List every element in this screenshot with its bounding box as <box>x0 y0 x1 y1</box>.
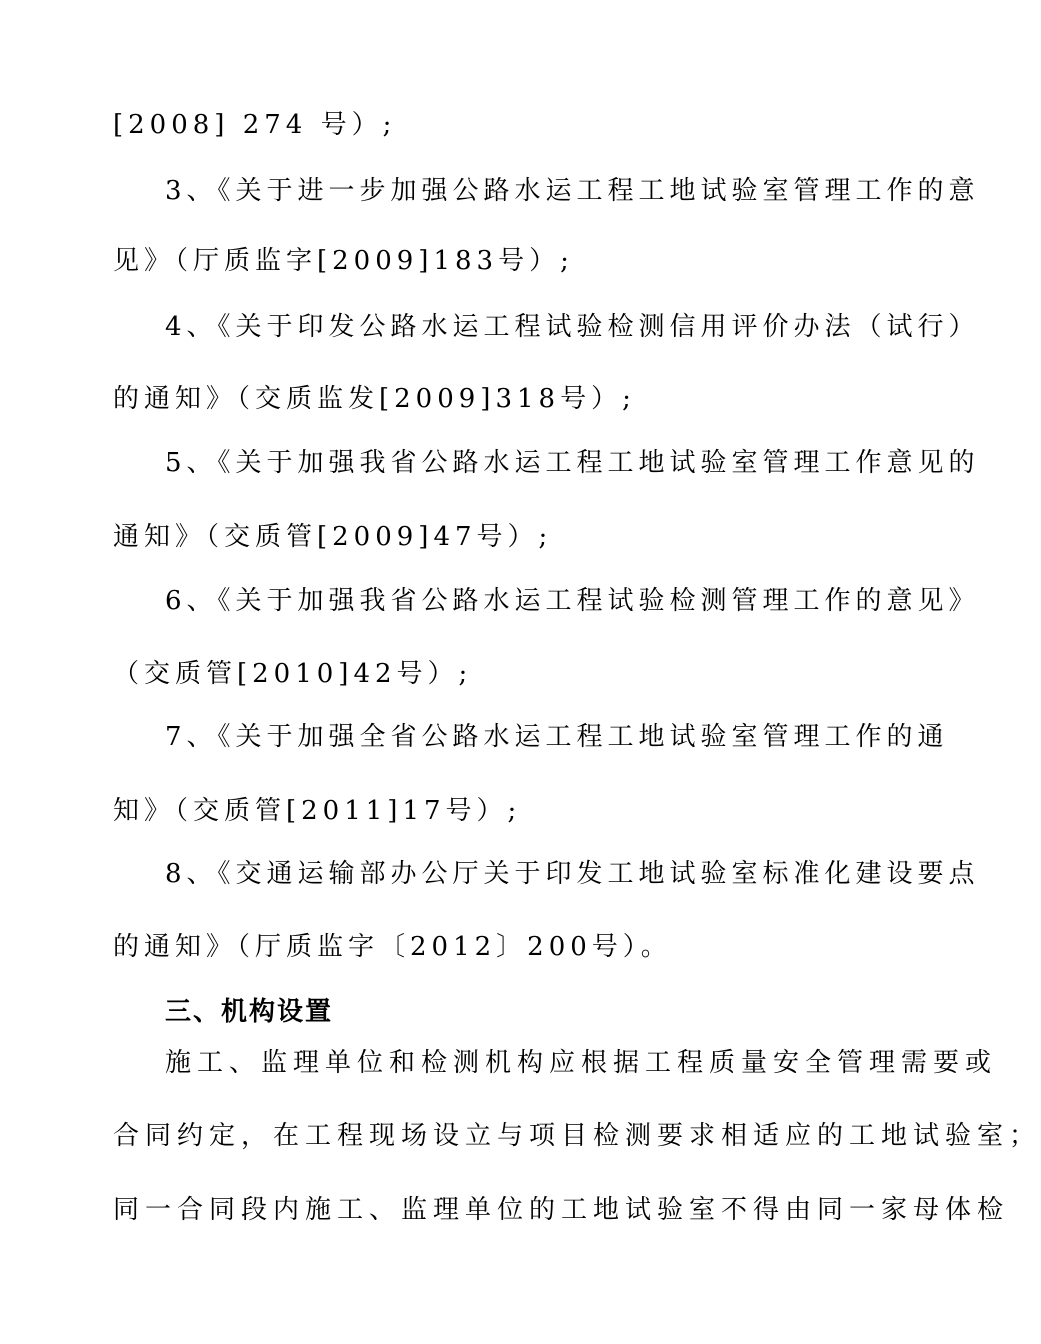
text-line: 5、《关于加强我省公路水运工程工地试验室管理工作意见的 <box>165 448 980 478</box>
text-line: 8、《交通运输部办公厅关于印发工地试验室标准化建设要点 <box>165 859 980 889</box>
text-line: 7、《关于加强全省公路水运工程工地试验室管理工作的通 <box>165 722 949 752</box>
body-text-line: 同一合同段内施工、监理单位的工地试验室不得由同一家母体检 <box>113 1195 1010 1225</box>
text-line: 4、《关于印发公路水运工程试验检测信用评价办法（试行） <box>165 312 980 342</box>
text-line: 6、《关于加强我省公路水运工程试验检测管理工作的意见》 <box>165 586 980 616</box>
text-line: （交质管[2010]42号）; <box>113 659 473 689</box>
text-line: 的通知》（交质监发[2009]318号）; <box>113 384 636 414</box>
text-line: 的通知》（厅质监字〔2012〕200号）。 <box>113 932 672 962</box>
section-heading: 三、机构设置 <box>165 997 334 1027</box>
text-line: [2008] 274 号）; <box>113 110 397 140</box>
body-text-line: 合同约定，在工程现场设立与项目检测要求相适应的工地试验室； <box>113 1121 1041 1151</box>
text-line: 见》（厅质监字[2009]183号）; <box>113 246 574 276</box>
body-text-line: 施工、监理单位和检测机构应根据工程质量安全管理需要或 <box>165 1048 998 1078</box>
text-line: 通知》（交质管[2009]47号）; <box>113 522 553 552</box>
text-line: 知》（交质管[2011]17号）; <box>113 796 522 826</box>
text-line: 3、《关于进一步加强公路水运工程工地试验室管理工作的意 <box>165 176 980 206</box>
